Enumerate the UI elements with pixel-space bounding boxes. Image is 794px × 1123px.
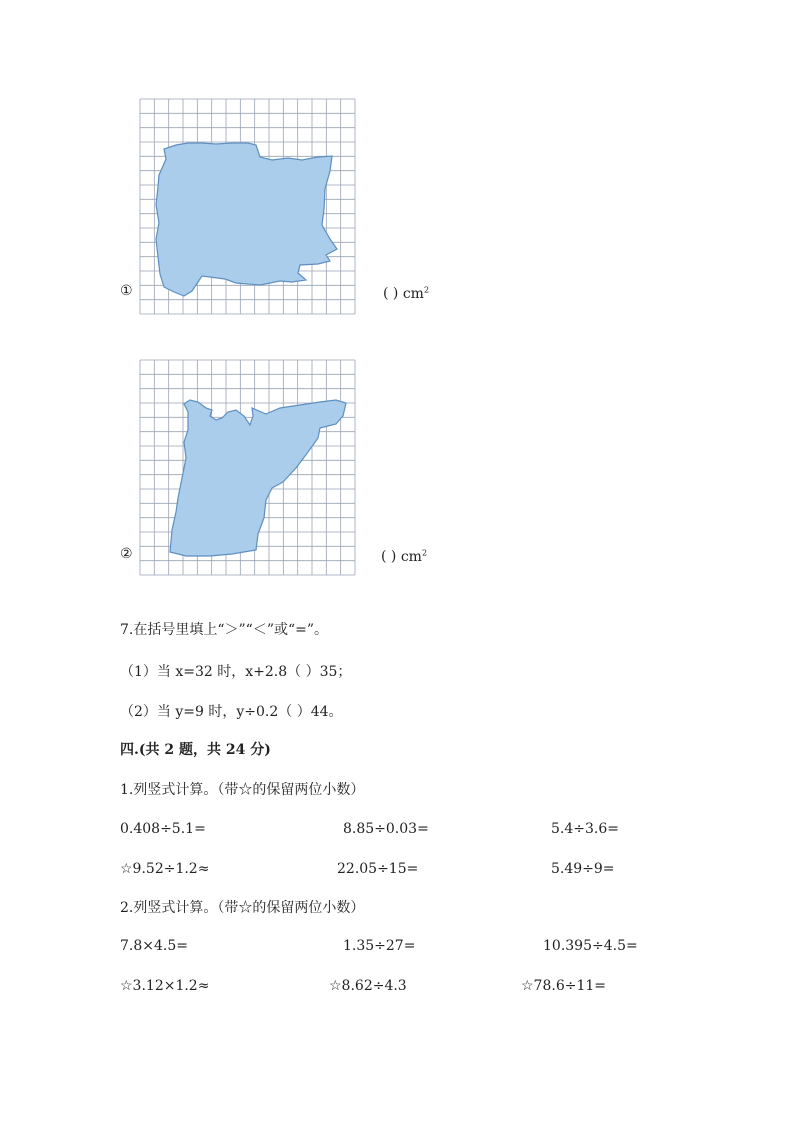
s4-q1-r2-c1: ☆9.52÷1.2≈	[120, 861, 210, 877]
s4-q1-r1-c3: 5.4÷3.6=	[551, 821, 619, 837]
s4-q2-r1-c3: 10.395÷4.5=	[543, 938, 638, 954]
grid-figure-1	[140, 99, 355, 314]
unit-label: $cm^2$	[400, 548, 428, 565]
s4-q2-r2-c1: ☆3.12×1.2≈	[120, 978, 210, 994]
figure-1-marker: ①	[120, 283, 133, 299]
s4-q1-r1-c1: 0.408÷5.1=	[120, 821, 206, 837]
s4-q1-r1-c2: 8.85÷0.03=	[343, 821, 429, 837]
s4-q2-r2-c2: ☆8.62÷4.3	[329, 978, 407, 994]
grid-figure-2	[140, 360, 355, 575]
s4-q2-r1-c2: 1.35÷27=	[343, 938, 416, 954]
section-4-title: 四.(共 2 题，共 24 分)	[120, 742, 271, 758]
irregular-shape-2	[170, 400, 346, 556]
s4-q2-r2-c3: ☆78.6÷11=	[521, 978, 606, 994]
s4-q1-r2-c2: 22.05÷15=	[337, 861, 419, 877]
figure-2-marker: ②	[120, 546, 133, 562]
unit-label: $cm^2$	[402, 285, 430, 302]
q7-title: 7.在括号里填上“＞”“＜”或“=”。	[120, 622, 329, 638]
answer-blank[interactable]: ( )	[381, 548, 397, 565]
q7-item-2: （2）当 y=9 时，y÷0.2（ ）44。	[120, 704, 343, 720]
answer-blank[interactable]: ( )	[383, 285, 399, 302]
irregular-shape-1	[156, 143, 337, 296]
s4-q1-title: 1.列竖式计算。（带☆的保留两位小数）	[120, 782, 365, 798]
figure-1-answer[interactable]	[383, 281, 429, 303]
s4-q2-r1-c1: 7.8×4.5=	[120, 938, 188, 954]
q7-item-1: （1）当 x=32 时，x+2.8（ ）35；	[120, 664, 352, 680]
figure-2-answer[interactable]	[381, 544, 427, 566]
s4-q2-title: 2.列竖式计算。（带☆的保留两位小数）	[120, 900, 365, 916]
s4-q1-r2-c3: 5.49÷9=	[551, 861, 615, 877]
